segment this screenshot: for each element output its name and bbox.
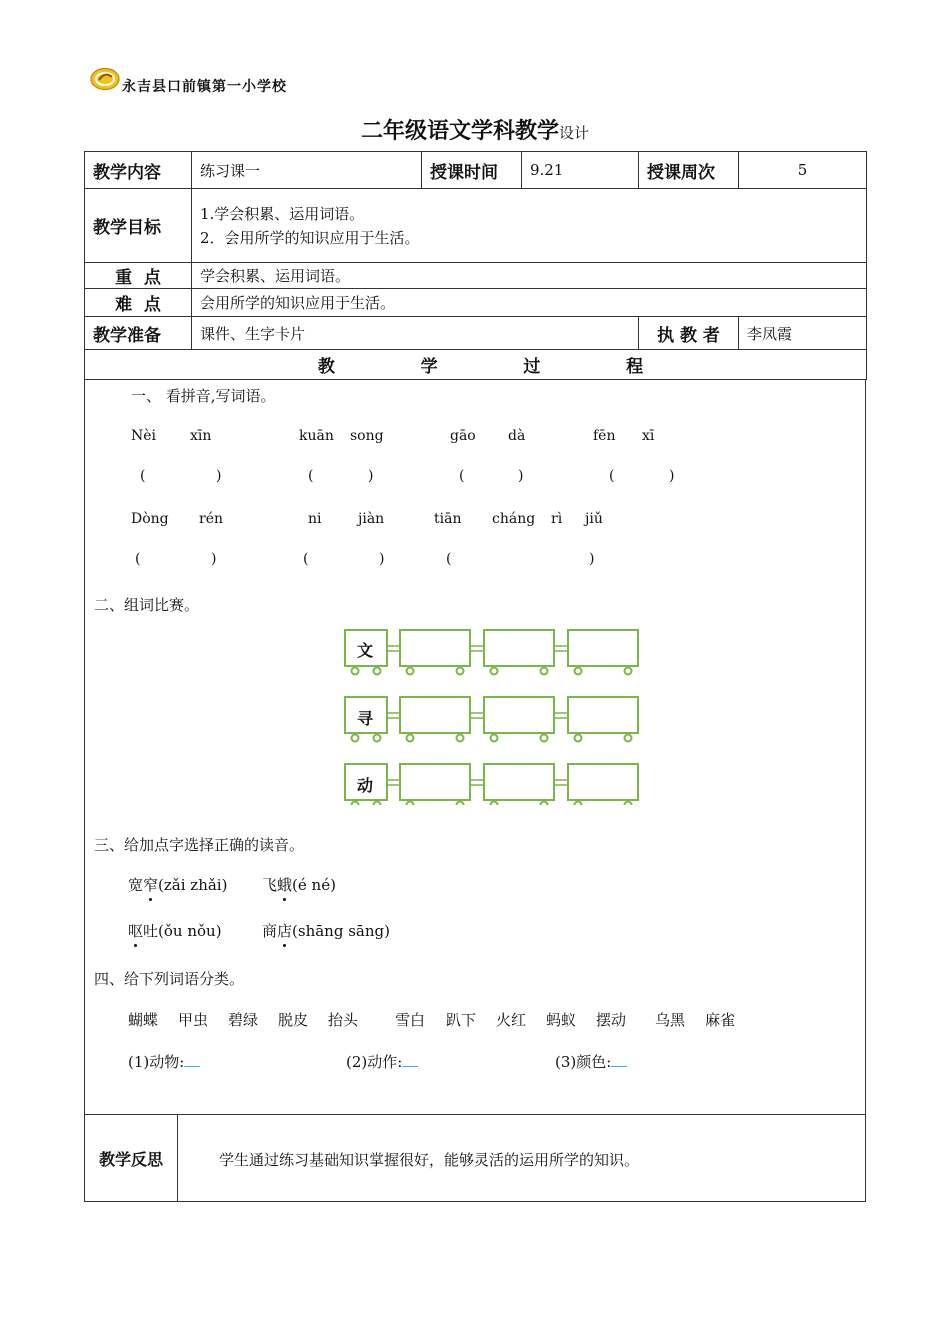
answer-blank[interactable] xyxy=(184,1054,200,1067)
train-car[interactable] xyxy=(568,764,638,800)
school-name: 永吉县口前镇第一小学校 xyxy=(122,79,287,95)
word: 火红 xyxy=(496,1011,527,1029)
goal-line-2: 2．会用所学的知识应用于生活。 xyxy=(200,228,420,247)
pinyin: kuān xyxy=(299,428,334,444)
train-wheel xyxy=(575,735,582,742)
pinyin: rén xyxy=(199,511,223,527)
word: 蚂蚁 xyxy=(546,1011,577,1029)
answer-paren-close: ) xyxy=(368,468,374,484)
train-car[interactable] xyxy=(484,630,554,666)
train-car[interactable] xyxy=(400,697,470,733)
pinyin: tiān xyxy=(434,511,462,527)
pinyin: xīn xyxy=(190,428,212,444)
word: 趴下 xyxy=(446,1011,477,1029)
time-value: 9.21 xyxy=(522,152,639,189)
train-wheel xyxy=(625,802,632,806)
train-wheel xyxy=(575,668,582,675)
prep-label: 教学准备 xyxy=(85,317,192,350)
key-label: 重 点 xyxy=(85,263,192,289)
train-car[interactable] xyxy=(568,697,638,733)
train-wheel xyxy=(457,802,464,806)
word: 甲虫 xyxy=(178,1011,209,1029)
train-wheel xyxy=(625,668,632,675)
section-1-title: 一、 看拼音,写词语。 xyxy=(131,387,276,405)
school-logo xyxy=(90,67,120,91)
title-sub: 设计 xyxy=(559,124,590,142)
word: 摆动 xyxy=(596,1011,627,1029)
pinyin: rì xyxy=(551,511,563,527)
reading-options: (é né) xyxy=(292,876,336,894)
week-value: 5 xyxy=(739,152,867,189)
train-car[interactable] xyxy=(484,697,554,733)
category-action xyxy=(346,1051,418,1072)
train-char: 寻 xyxy=(357,709,374,728)
dotted-word-1 xyxy=(128,874,227,895)
train-wheel xyxy=(541,802,548,806)
pinyin: Dòng xyxy=(131,511,169,527)
train-wheel xyxy=(407,668,414,675)
pinyin: gāo xyxy=(450,428,476,444)
train-wheel xyxy=(352,802,359,806)
train-wheel xyxy=(374,668,381,675)
answer-paren-open: ( xyxy=(446,551,452,567)
train-car[interactable] xyxy=(568,630,638,666)
word: 蝴蝶 xyxy=(128,1011,159,1029)
answer-paren-open: ( xyxy=(459,468,465,484)
answer-paren-close: ) xyxy=(669,468,675,484)
train-wheel xyxy=(352,735,359,742)
word: 脱皮 xyxy=(278,1011,309,1029)
category-color xyxy=(555,1051,627,1072)
train-wheel xyxy=(491,735,498,742)
title-main: 二年级语文学科教学 xyxy=(360,119,559,144)
train-wheel xyxy=(352,668,359,675)
dotted-char: 蛾 xyxy=(277,876,293,894)
process-heading xyxy=(85,350,867,380)
page-title xyxy=(0,114,950,145)
answer-blank[interactable] xyxy=(402,1054,418,1067)
category-animal xyxy=(128,1051,200,1072)
dotted-char: 呕 xyxy=(128,922,144,940)
pinyin: cháng xyxy=(492,511,536,527)
section-4-title: 四、给下列词语分类。 xyxy=(94,970,245,988)
dotted-char: 窄 xyxy=(143,876,159,894)
answer-paren-close: ) xyxy=(211,551,217,567)
train-wheel xyxy=(374,735,381,742)
dotted-word-2 xyxy=(262,874,336,895)
word-char: 吐 xyxy=(143,922,159,940)
train-wheel xyxy=(374,802,381,806)
train-car[interactable] xyxy=(400,764,470,800)
train-char: 动 xyxy=(357,776,374,795)
process-heading-char: 过 xyxy=(523,357,541,377)
content-label: 教学内容 xyxy=(85,152,192,189)
train-car[interactable] xyxy=(484,764,554,800)
answer-paren-open: ( xyxy=(308,468,314,484)
process-heading-char: 学 xyxy=(420,357,438,377)
reading-options: (shāng sāng) xyxy=(292,922,390,940)
dotted-char: 店 xyxy=(277,922,293,940)
answer-paren-open: ( xyxy=(609,468,615,484)
process-heading-char: 教 xyxy=(317,357,335,377)
train-wheel xyxy=(491,802,498,806)
word: 麻雀 xyxy=(705,1011,736,1029)
word-char: 宽 xyxy=(128,876,144,894)
reflection-text: 学生通过练习基础知识掌握很好，能够灵活的运用所学的知识。 xyxy=(219,1151,640,1169)
answer-paren-open: ( xyxy=(140,468,146,484)
train-wheel xyxy=(457,668,464,675)
answer-blank[interactable] xyxy=(611,1054,627,1067)
time-label: 授课时间 xyxy=(422,152,522,189)
prep-value: 课件、生字卡片 xyxy=(192,317,639,350)
pinyin: fēn xyxy=(593,428,616,444)
pinyin: Nèi xyxy=(131,428,157,444)
teacher-label: 执 教 者 xyxy=(639,317,739,350)
word-train-diagram xyxy=(340,625,645,805)
reading-options: (zǎi zhǎi) xyxy=(158,876,228,894)
teacher-value: 李凤霞 xyxy=(739,317,867,350)
train-char: 文 xyxy=(357,641,374,660)
train-car[interactable] xyxy=(400,630,470,666)
train-wheel xyxy=(625,735,632,742)
goal-label: 教学目标 xyxy=(85,189,192,263)
pinyin: xī xyxy=(642,428,655,444)
pinyin: dà xyxy=(508,428,526,444)
train-wheel xyxy=(457,735,464,742)
word: 乌黑 xyxy=(655,1011,686,1029)
train-wheel xyxy=(407,802,414,806)
goal-value xyxy=(192,189,867,263)
word-char: 商 xyxy=(262,922,278,940)
answer-paren-close: ) xyxy=(518,468,524,484)
answer-paren-close: ) xyxy=(379,551,385,567)
pinyin: song xyxy=(350,428,384,444)
category-label: (3)颜色: xyxy=(555,1053,612,1071)
pinyin: jiàn xyxy=(358,511,385,527)
category-label: (1)动物: xyxy=(128,1053,185,1071)
section-2-title: 二、组词比赛。 xyxy=(94,596,200,614)
reflection-label: 教学反思 xyxy=(85,1115,178,1201)
train-wheel xyxy=(407,735,414,742)
answer-paren-close: ) xyxy=(216,468,222,484)
train-wheel xyxy=(575,802,582,806)
dotted-word-4 xyxy=(262,920,390,941)
reading-options: (ǒu nǒu) xyxy=(158,922,222,940)
answer-paren-open: ( xyxy=(303,551,309,567)
process-heading-char: 程 xyxy=(626,357,644,377)
train-wheel xyxy=(541,668,548,675)
week-label: 授课周次 xyxy=(639,152,739,189)
word: 雪白 xyxy=(395,1011,426,1029)
dotted-word-3 xyxy=(128,920,222,941)
pinyin: ni xyxy=(308,511,322,527)
info-table xyxy=(84,151,867,380)
train-wheel xyxy=(491,668,498,675)
key-value: 学会积累、运用词语。 xyxy=(192,263,867,289)
word: 碧绿 xyxy=(228,1011,259,1029)
category-label: (2)动作: xyxy=(346,1053,403,1071)
answer-paren-close: ) xyxy=(589,551,595,567)
pinyin: jiǔ xyxy=(585,511,603,527)
goal-line-1: 1.学会积累、运用词语。 xyxy=(200,204,365,223)
difficulty-value: 会用所学的知识应用于生活。 xyxy=(192,289,867,317)
answer-paren-open: ( xyxy=(135,551,141,567)
word-char: 飞 xyxy=(262,876,278,894)
train-wheel xyxy=(541,735,548,742)
content-value: 练习课一 xyxy=(192,152,422,189)
section-3-title: 三、给加点字选择正确的读音。 xyxy=(94,836,305,854)
difficulty-label: 难 点 xyxy=(85,289,192,317)
word: 抬头 xyxy=(328,1011,359,1029)
reflection-row xyxy=(84,1114,866,1202)
